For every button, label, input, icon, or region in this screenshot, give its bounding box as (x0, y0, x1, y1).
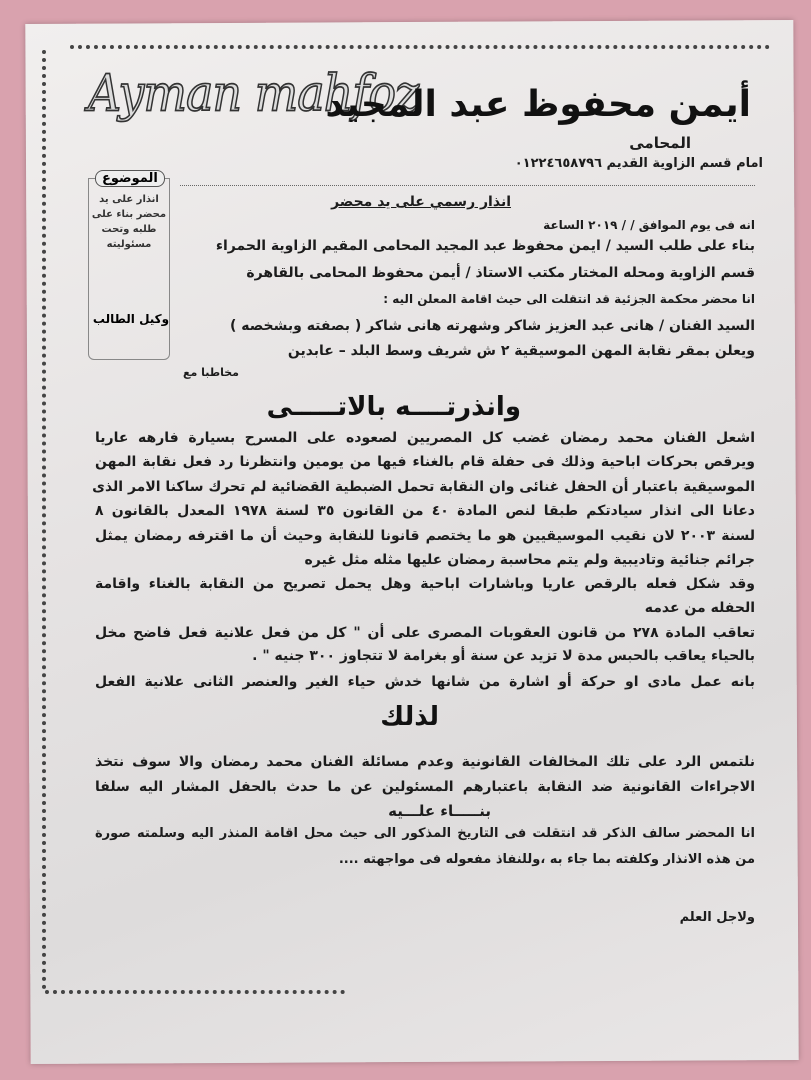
warning-line: وقد شكل فعله بالرقص عاريا وباشارات اباحية وهل يحمل تصريح من النقابة بالغناء واقامة (95, 576, 755, 592)
notice-title: انذار رسمي على يد محضر (331, 194, 511, 210)
warning-line: ويرقص بحركات اباحية وذلك فى حفلة قام بالغناء فيها من يومين وانتظرنا رد فعل نقابة المهن (95, 454, 755, 470)
intro-line-2: بناء على طلب السيد / ايمن محفوظ عبد المجيد المحامى المقيم الزاوية الحمراء (215, 238, 755, 254)
warning-line: الحفله من عدمه (644, 600, 755, 616)
warning-line: دعانا الى انذار سيادتكم طبقا لنص المادة ٤٠ من القانون ٣٥ لسنة ١٩٧٨ المعدل بالقانون ٨ (95, 503, 755, 519)
dotted-border-left (42, 50, 46, 990)
profession: المحامى (629, 134, 691, 152)
intro-line-5: السيد الفنان / هانى عبد العزيز شاكر وشهرته هانى شاكر ( بصفته وبشخصه ) (229, 318, 755, 334)
agent-label: وكيل الطالب (92, 312, 170, 326)
intro-line-6: ويعلن بمقر نقابة المهن الموسيقية ٢ ش شريف وسط البلد – عابدين (287, 343, 755, 359)
conclusion-heading: لذلك (380, 702, 439, 732)
warning-line: لسنة ٢٠٠٣ لان نقيب الموسيقيين هو ما يختصم قانونا للنقابة وحيث أن ما اقترفه رمضان يمثل (95, 528, 755, 544)
closing-text: ولاجل العلم (679, 910, 755, 925)
warning-line: الموسيقية باعتبار أن الحفل غنائى وان النقابة تحمل الضبطية القضائية لم تحرك ساكنا الامر الذى (92, 479, 755, 495)
subject-text: انذار على يد محضر بناء على طلبه وتحت مسئوليته (91, 194, 167, 250)
subject-label: الموضوع (95, 170, 165, 187)
intro-line-3: قسم الزاوية ومحله المختار مكتب الاستاذ / أيمن محفوظ المحامى بالقاهرة (246, 265, 755, 281)
conclusion-line: الاجراءات القانونية ضد النقابة باعتبارهم المسئولين عن ما حدث بالحفل المشار اليه سلفا (95, 779, 755, 795)
intro-line-7: مخاطبا مع (182, 366, 239, 379)
latin-logo-name: Ayman mahfoz (88, 63, 419, 123)
final-line: انا المحضر سالف الذكر قد انتقلت فى التاريخ المذكور الى حيث محل اقامة المنذر اليه وسلمته صورة (95, 826, 755, 841)
conclusion-line: نلتمس الرد على تلك المخالفات القانونية وعدم مسائلة الفنان محمد رمضان والا سوف نتخذ (95, 754, 755, 770)
warning-line: جرائم جنائية وتاديبية ولم يتم محاسبة رمضان عليها مثله مثل غيره (304, 552, 755, 568)
warning-line: بالحياء يعاقب بالحبس مدة لا تزيد عن سنة أو بغرامة لا تتجاوز ٣٠٠ جنيه " . (252, 648, 755, 664)
dotted-border-bottom (45, 990, 345, 994)
intro-line-1: انه فى يوم الموافق / / ٢٠١٩ الساعة (543, 218, 755, 232)
warning-line: تعاقب المادة ٢٧٨ من قانون العقوبات المصرى على أن " كل من فعل علانية فعل فاضح مخل (95, 625, 755, 641)
header-divider (180, 185, 755, 186)
intro-line-4: انا محضر محكمة الجزئية قد انتقلت الى حيث اقامة المعلن اليه : (383, 292, 755, 306)
conclusion-subheading: بنـــــاء علـــيه (388, 802, 491, 820)
dotted-border-top (70, 45, 770, 49)
address-phone: امام قسم الزاوية القديم ٠١٢٢٤٦٥٨٧٩٦ (514, 156, 763, 171)
final-line: من هذه الانذار وكلفته بما جاء به ،وللنفاذ مفعوله فى مواجهته .... (338, 852, 755, 867)
warning-heading: وانذرتــــه بالاتـــــى (266, 392, 521, 422)
lawyer-name: أيمن محفوظ عبد المجيد (325, 84, 751, 125)
warning-line: اشعل الفنان محمد رمضان غضب كل المصريين لصعوده على المسرح بسيارة فارهه عاريا (95, 430, 755, 446)
warning-line: بانه عمل مادى او حركة أو اشارة من شانها خدش حياء الغير والعنصر الثانى علانية الفعل (95, 674, 755, 690)
